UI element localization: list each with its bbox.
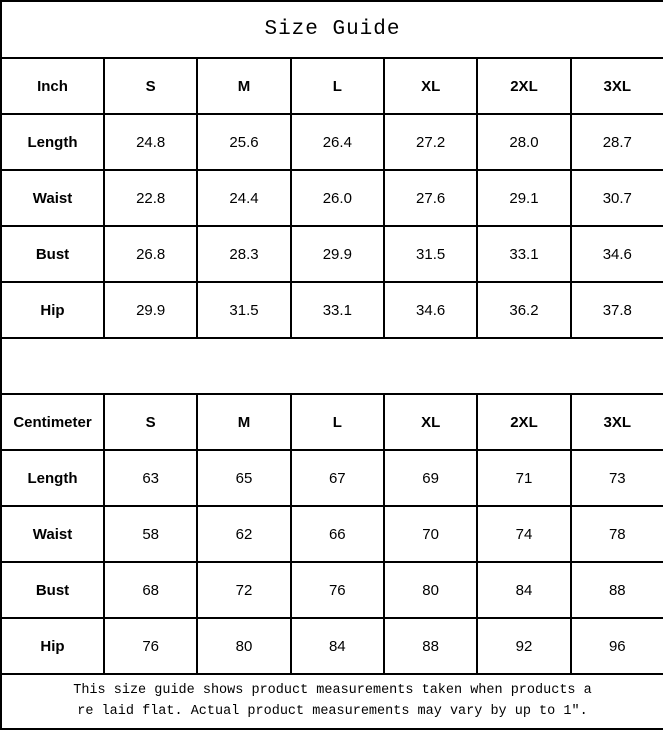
- table-row: [1, 562, 663, 618]
- measurement-label: Length: [1, 450, 104, 506]
- measurement-value: 31.5: [384, 226, 477, 282]
- footer-note: [1, 674, 663, 729]
- measurement-value: 28.7: [571, 114, 663, 170]
- spacer-cell: [1, 338, 663, 394]
- size-column-header: 3XL: [571, 394, 663, 450]
- table-row: [1, 114, 663, 170]
- measurement-value: 80: [197, 618, 290, 674]
- measurement-value: 28.0: [477, 114, 570, 170]
- measurement-value: 69: [384, 450, 477, 506]
- measurement-value: 33.1: [291, 282, 384, 338]
- measurement-value: 29.1: [477, 170, 570, 226]
- measurement-value: 80: [384, 562, 477, 618]
- measurement-value: 88: [384, 618, 477, 674]
- size-column-header: S: [104, 58, 197, 114]
- size-column-header: S: [104, 394, 197, 450]
- measurement-value: 62: [197, 506, 290, 562]
- spacer-row: [1, 338, 663, 394]
- measurement-label: Bust: [1, 226, 104, 282]
- measurement-value: 26.8: [104, 226, 197, 282]
- measurement-value: 78: [571, 506, 663, 562]
- measurement-value: 22.8: [104, 170, 197, 226]
- measurement-value: 72: [197, 562, 290, 618]
- measurement-value: 63: [104, 450, 197, 506]
- measurement-value: 58: [104, 506, 197, 562]
- measurement-value: 27.6: [384, 170, 477, 226]
- measurement-value: 68: [104, 562, 197, 618]
- table-row: [1, 618, 663, 674]
- measurement-value: 71: [477, 450, 570, 506]
- measurement-value: 33.1: [477, 226, 570, 282]
- size-column-header: 3XL: [571, 58, 663, 114]
- measurement-value: 74: [477, 506, 570, 562]
- measurement-value: 25.6: [197, 114, 290, 170]
- table-row: [1, 506, 663, 562]
- measurement-label: Waist: [1, 170, 104, 226]
- measurement-value: 34.6: [384, 282, 477, 338]
- measurement-value: 36.2: [477, 282, 570, 338]
- size-column-header: M: [197, 58, 290, 114]
- measurement-value: 66: [291, 506, 384, 562]
- measurement-value: 65: [197, 450, 290, 506]
- size-column-header: 2XL: [477, 58, 570, 114]
- size-column-header: 2XL: [477, 394, 570, 450]
- measurement-label: Waist: [1, 506, 104, 562]
- unit-header: Centimeter: [1, 394, 104, 450]
- table-row: [1, 170, 663, 226]
- measurement-value: 28.3: [197, 226, 290, 282]
- measurement-value: 24.4: [197, 170, 290, 226]
- footer-row: [1, 674, 663, 729]
- measurement-value: 73: [571, 450, 663, 506]
- measurement-label: Bust: [1, 562, 104, 618]
- measurement-value: 76: [291, 562, 384, 618]
- table-row: [1, 282, 663, 338]
- title-row: [1, 1, 663, 58]
- measurement-value: 26.4: [291, 114, 384, 170]
- measurement-value: 29.9: [291, 226, 384, 282]
- measurement-value: 30.7: [571, 170, 663, 226]
- measurement-value: 26.0: [291, 170, 384, 226]
- measurement-value: 24.8: [104, 114, 197, 170]
- table-header-row: [1, 394, 663, 450]
- measurement-value: 31.5: [197, 282, 290, 338]
- measurement-value: 92: [477, 618, 570, 674]
- size-column-header: XL: [384, 394, 477, 450]
- measurement-value: 37.8: [571, 282, 663, 338]
- footer-note-line1: This size guide shows product measurements taken when products a: [73, 682, 592, 698]
- page-title: Size Guide: [1, 1, 663, 58]
- measurement-value: 76: [104, 618, 197, 674]
- size-column-header: L: [291, 394, 384, 450]
- measurement-value: 27.2: [384, 114, 477, 170]
- measurement-value: 34.6: [571, 226, 663, 282]
- size-guide-rows: [1, 1, 663, 729]
- measurement-label: Hip: [1, 282, 104, 338]
- measurement-value: 88: [571, 562, 663, 618]
- table-row: [1, 450, 663, 506]
- measurement-value: 67: [291, 450, 384, 506]
- measurement-value: 84: [477, 562, 570, 618]
- size-column-header: L: [291, 58, 384, 114]
- unit-header: Inch: [1, 58, 104, 114]
- measurement-value: 84: [291, 618, 384, 674]
- measurement-value: 29.9: [104, 282, 197, 338]
- measurement-label: Length: [1, 114, 104, 170]
- measurement-value: 70: [384, 506, 477, 562]
- footer-note-line2: re laid flat. Actual product measurements may vary by up to 1″.: [77, 703, 588, 719]
- table-row: [1, 226, 663, 282]
- size-column-header: XL: [384, 58, 477, 114]
- size-column-header: M: [197, 394, 290, 450]
- measurement-label: Hip: [1, 618, 104, 674]
- measurement-value: 96: [571, 618, 663, 674]
- table-header-row: [1, 58, 663, 114]
